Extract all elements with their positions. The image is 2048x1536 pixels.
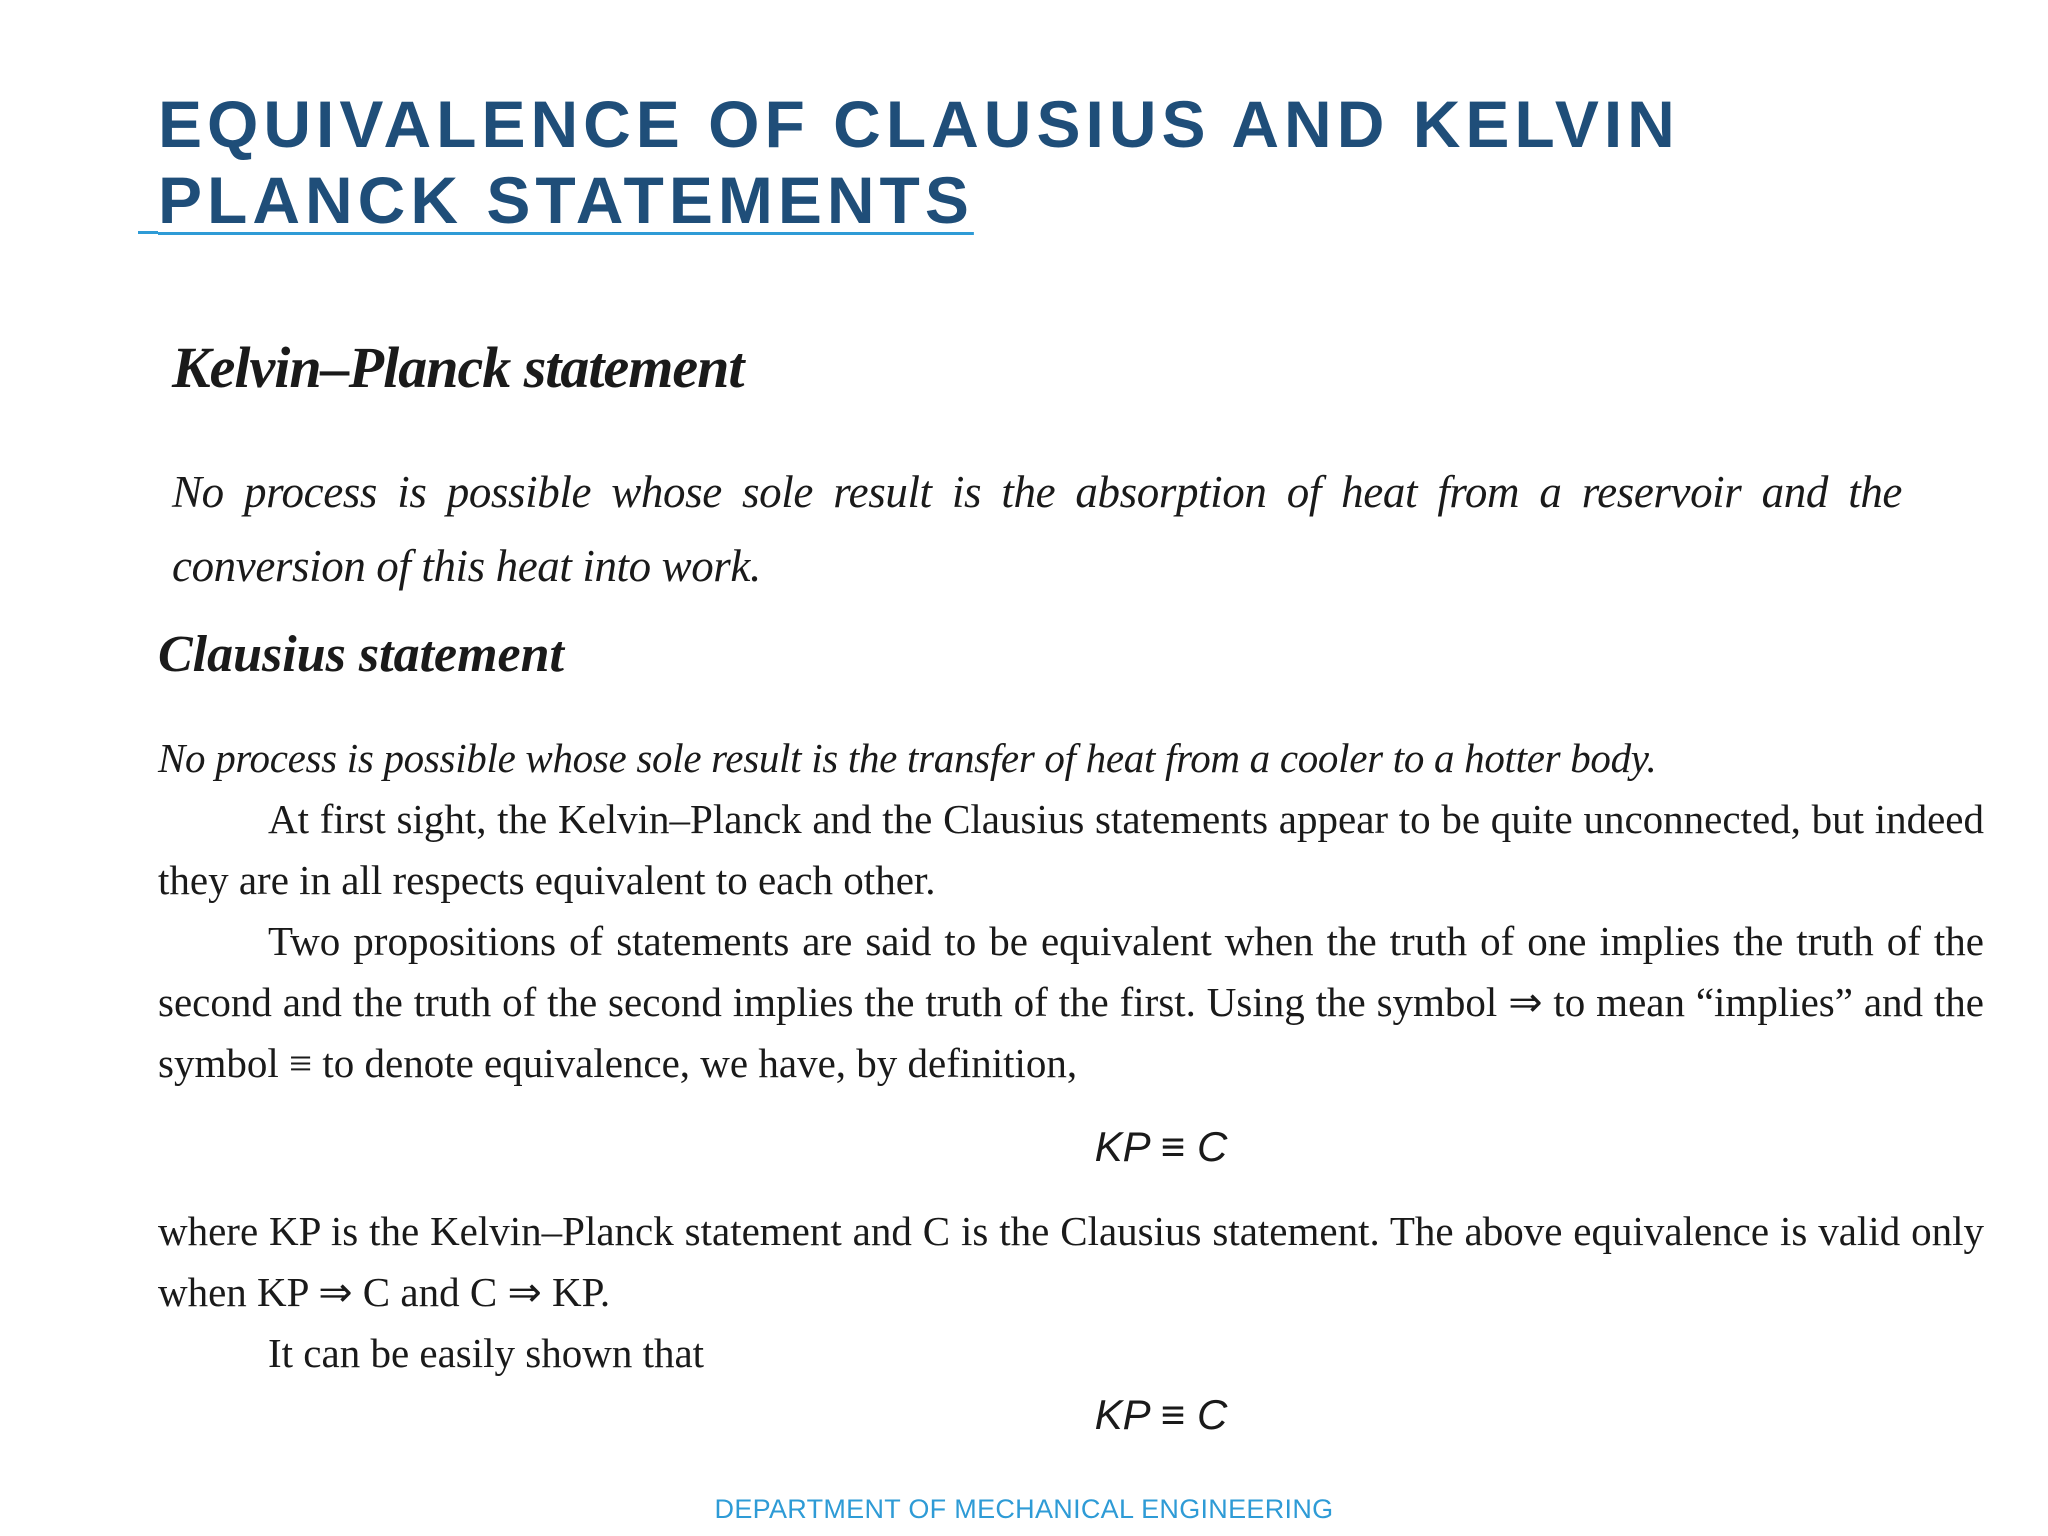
title-line-1: EQUIVALENCE OF CLAUSIUS AND KELVIN [158,87,1680,161]
footer-department: DEPARTMENT OF MECHANICAL ENGINEERING [714,1494,1334,1524]
paragraph-definition: Two propositions of statements are said to be equivalent when the truth of one implies the truth of the second and the truth of the second implies the truth of the first. Using the symbol ⇒ to mean “implies” and the symbol ≡ to denote equivalence, we have, by definition, [158,918,1984,1086]
paragraph-equivalence-intro: At first sight, the Kelvin–Planck and the Clausius statements appear to be quite unconnected, but indeed they are in all respects equivalent to each other. [158,796,1984,903]
clausius-statement: No process is possible whose sole result is the transfer of heat from a cooler to a hotter body. [158,735,1657,781]
kelvin-planck-heading: Kelvin–Planck statement [172,335,744,400]
paragraph-where: where KP is the Kelvin–Planck statement and C is the Clausius statement. The above equivalence is valid only when KP ⇒ C and C ⇒ KP. [158,1208,1984,1315]
clausius-heading: Clausius statement [158,626,564,683]
body-text [158,728,1984,1445]
title-underline-lead [138,231,158,234]
equation-kp-equiv-c: KP ≡ C [1094,1123,1228,1170]
paragraph-shown: It can be easily shown that [268,1330,705,1376]
kelvin-planck-statement: No process is possible whose sole result is the absorption of heat from a reservoir and the conversion of this heat into work. [172,467,1902,591]
title-line-2: PLANCK STATEMENTS [158,163,974,237]
slide-title [158,86,1938,238]
equation-kp-equiv-c-2: KP ≡ C [1094,1391,1228,1438]
